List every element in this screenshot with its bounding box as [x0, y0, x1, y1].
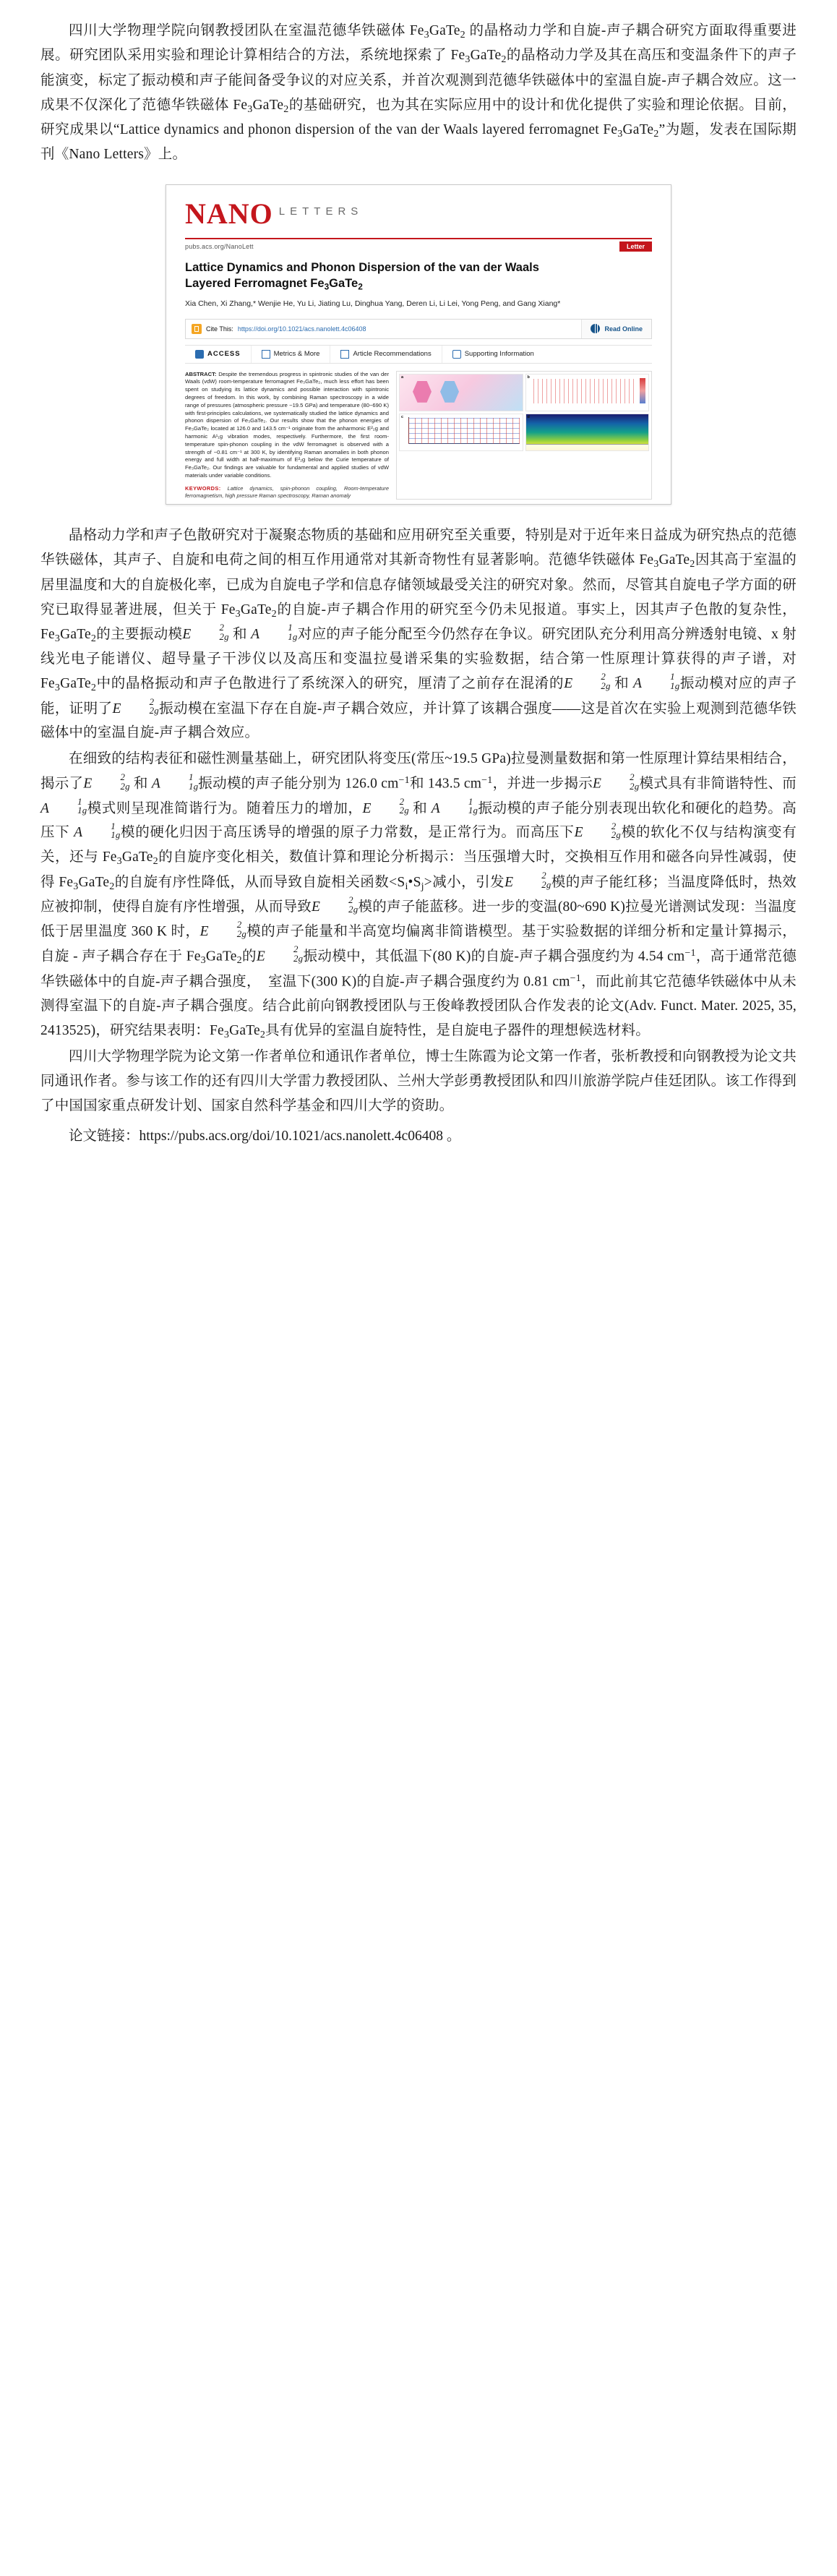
supporting-label: Supporting Information	[464, 350, 534, 359]
paper-authors: Xia Chen, Xi Zhang,* Wenjie He, Yu Li, Jiating Lu, Dinghua Yang, Deren Li, Li Lei, Yong Peng, and Gang Xiang*	[185, 299, 561, 309]
dispersion-curves	[408, 418, 520, 444]
paper-card	[166, 184, 671, 505]
journal-bar	[166, 239, 671, 252]
paragraph-1: 四川大学物理学院向钢教授团队在室温范德华铁磁体 $Fe_3GaTe_2$ 的晶格动力学和自旋-声子耦合研究方面取得重要进展。研究团队采用实验和理论计算相结合的方法，系统地探索了 $Fe_3GaTe_2$的晶格动力学及其在高压和变温条件下的声子能演变，标定了振动模和声子能间备受争议的对应关系，并首次观测到范德华铁磁体中的室温自旋-声子耦合效应。这一成果不仅深化了范德华铁磁体 $Fe_3GaTe_2$的基础研究，也为其在实际应用中的设计和优化提供了实验和理论依据。目前，研究成果以“Lattice dynamics and phonon dispersion of the van der Waals layered ferromagnet $Fe_3GaTe_2$”为题，发表在国际期刊《Nano Letters》上。	[40, 23, 797, 163]
access-row	[185, 345, 652, 364]
paragraph-4: 四川大学物理学院为论文第一作者单位和通讯作者单位，博士生陈霞为论文第一作者，张析教授和向钢教授为论文共同通讯作者。参与该工作的还有四川大学雷力教授团队、兰州大学彭勇教授团队和四川旅游学院卢佳廷团队。该工作得到了中国国家重点研发计划、国家自然科学基金和四川大学的资助。	[40, 1049, 797, 1113]
paper-doi-link[interactable]: https://pubs.acs.org/doi/10.1021/acs.nanolett.4c06408 。	[139, 1128, 461, 1144]
paper-link-line	[40, 1124, 797, 1148]
access-icon	[195, 350, 204, 359]
cite-icon	[192, 324, 202, 334]
panel-label-d: d	[527, 414, 530, 419]
journal-url[interactable]: pubs.acs.org/NanoLett	[185, 243, 254, 251]
panel-label-c: c	[401, 414, 404, 419]
keywords-block	[185, 485, 389, 500]
article-type-badge: Letter	[619, 241, 652, 252]
abstract-text	[185, 371, 389, 500]
paragraph-2: 晶格动力学和声子色散研究对于凝聚态物质的基础和应用研究至关重要，特别是对于近年来日益成为研究热点的范德华铁磁体，其声子、自旋和电荷之间的相互作用通常对其新奇物性有显著影响。范德华铁磁体 $Fe_3GaTe_2$因其高于室温的居里温度和大的自旋极化率，已成为自旋电子学和信息存储领域最受关注的研究对象。然而，尽管其自旋电子学方面的研究已取得显著进展，但关于 $Fe_3GaTe_2$的自旋-声子耦合作用的研究至今仍未见报道。事实上，因其声子色散的复杂性，$Fe_3GaTe_2$的主要振动模E 2 2g 和 A 1 1g 对应的声子能分配至今仍然存在争议。研究团队充分利用高分辨透射电镜、x 射线光电子能谱仪、超导量子干涉仪以及高压和变温拉曼谱采集的实验数据，结合第一性原理计算获得的声子谱，对 $Fe_3GaTe_2$中的晶格振动和声子色散进行了系统深入的研究，厘清了之前存在混淆的E 2 2g 和 A 1 1g 振动模对应的声子能，证明了E 2 2g 振动模在室温下存在自旋-声子耦合效应，并计算了该耦合强度——这是首次在实验上观测到范德华铁磁体中的室温自旋-声子耦合效应。	[40, 528, 797, 741]
cite-this-block[interactable]	[186, 320, 582, 338]
link-label: 论文链接：	[69, 1128, 140, 1144]
recommendations-label: Article Recommendations	[353, 350, 432, 359]
recommendations-button[interactable]	[330, 346, 442, 363]
read-online-label: Read Online	[604, 325, 643, 333]
paragraph-3: 在细致的结构表征和磁性测量基础上，研究团队将变压(常压~19.5 GPa)拉曼测量数据和第一性原理计算结果相结合，揭示了E 2 2g 和 A 1 1g 振动模的声子能分别为 126.0 $cm^{-1}$和 143.5 $cm^{-1}$，并进一步揭示E 2 2g 模式具有非简谐特性、而A 1 1g 模式则呈现准简谐行为。随着压力的增加，E 2 2g 和 A 1 1g 振动模的声子能分别表现出软化和硬化的趋势。高压下 A 1 1g 模的硬化归因于高压诱导的增强的原子力常数，是正常行为。而高压下E 2 2g 模的软化不仅与结构演变有关，还与 $Fe_3GaTe_2$的自旋序变化相关，数值计算和理论分析揭示：当压强增大时，交换相互作用和磁各向异性减弱，使得 $Fe_3GaTe_2$的自旋有序性降低，从而导致自旋相关函数$<S_i•S_j>$减小，引发E 2 2g 模的声子能红移；当温度降低时，热效应被抑制，使得自旋有序性增强，从而导致E 2 2g 模的声子能蓝移。进一步的变温(80~690 K)拉曼光谱测试发现：当温度低于居里温度 360 K 时，E 2 2g 模的声子能量和半高宽均偏离非简谐模型。基于实验数据的详细分析和定量计算揭示，自旋 - 声子耦合存在于 $Fe_3GaTe_2$的E 2 2g 振动模中，其低温下(80 K)的自旋-声子耦合强度约为 4.54 $cm^{-1}$，高于通常范德华铁磁体中的自旋-声子耦合强度， 室温下(300 K)的自旋-声子耦合强度约为 0.81 $cm^{-1}$，而此前其它范德华铁磁体中从未测得室温下的自旋-声子耦合强度。结合此前向钢教授团队与王俊峰教授团队合作发表的论文(Adv. Funct. Mater. 2025, 35, 2413525)，研究结果表明：$Fe_3GaTe_2$具有优异的室温自旋特性，是自旋电子器件的理想候选材料。	[40, 751, 797, 1040]
pressure-colorbar	[640, 378, 645, 403]
cite-row	[185, 319, 652, 339]
raman-spectra-lines	[533, 379, 638, 403]
figure-panel-b	[525, 374, 650, 411]
abstract-body: Despite the tremendous progress in spintronic studies of the van der Waals (vdW) room-temperature ferromagnet Fe₃GaTe₂, much less effort has been spent on studying its lattice dynamics and possible interaction with spintronic degrees of freedom. In this work, by combining Raman spectroscopy in a wide range of pressures (atmospheric pressure ~19.5 GPa) and temperature (80~690 K) with first-principles calculations, we systematically studied the lattice dynamics and phonon dispersion of Fe₃GaTe₂. Our results show that the phonon energies of Fe₃GaTe₂ located at 126.0 and 143.5 cm⁻¹ originate from the anharmonic E²₂g and harmonic A¹₁g vibration modes, respectively. Furthermore, the first room-temperature spin-phonon coupling in the vdW ferromagnet is observed with a strength of ~0.81 cm⁻¹ at 300 K, by identifying Raman anomalies in both phonon energy and full width at half-maximum of E²₂g below the Curie temperature of Fe₃GaTe₂. Our findings are valuable for fundamental and applied studies of vdW materials under variable conditions.	[185, 370, 389, 479]
panel-label-b: b	[527, 375, 530, 380]
paper-title: Lattice Dynamics and Phonon Dispersion of the van der Waals Layered Ferromagnet $Fe_3GaTe_2$	[185, 261, 539, 292]
nano-logo: NANO $^{LETTERS}$	[185, 197, 364, 231]
keywords-text: Lattice dynamics, spin-phonon coupling, Room-temperature ferromagnetism, high pressure Raman spectroscopy, Raman anomaly	[185, 484, 389, 499]
panel-label-a: a	[401, 375, 404, 380]
read-online-button[interactable]	[582, 320, 651, 338]
figure-panel-d	[525, 414, 650, 451]
cite-label: Cite This:	[206, 325, 233, 333]
cite-doi-link[interactable]: https://doi.org/10.1021/acs.nanolett.4c06408	[237, 325, 366, 333]
abstract-and-toc	[166, 364, 671, 505]
abstract-label: ABSTRACT:	[185, 370, 217, 377]
chart-icon	[262, 350, 270, 359]
brillouin-zone-shape-left	[413, 381, 432, 403]
access-label: ACCESS	[207, 350, 241, 359]
brillouin-zone-shape-right	[440, 381, 459, 403]
list-icon	[340, 350, 349, 359]
metrics-button[interactable]	[252, 346, 331, 363]
document-icon	[452, 350, 461, 359]
paper-figure	[40, 184, 797, 505]
figure-panel-a	[399, 374, 523, 411]
figure-panel-c	[399, 414, 523, 451]
article-page	[0, 0, 837, 1177]
keywords-label: KEYWORDS:	[185, 484, 221, 492]
journal-masthead	[166, 185, 671, 235]
globe-icon	[591, 324, 600, 333]
metrics-label: Metrics & More	[273, 350, 320, 359]
pressure-axis	[526, 444, 649, 450]
access-button[interactable]	[185, 346, 252, 363]
toc-graphic	[396, 371, 652, 500]
supporting-info-button[interactable]	[442, 346, 544, 363]
letters-wordmark: LETTERS	[278, 205, 364, 218]
